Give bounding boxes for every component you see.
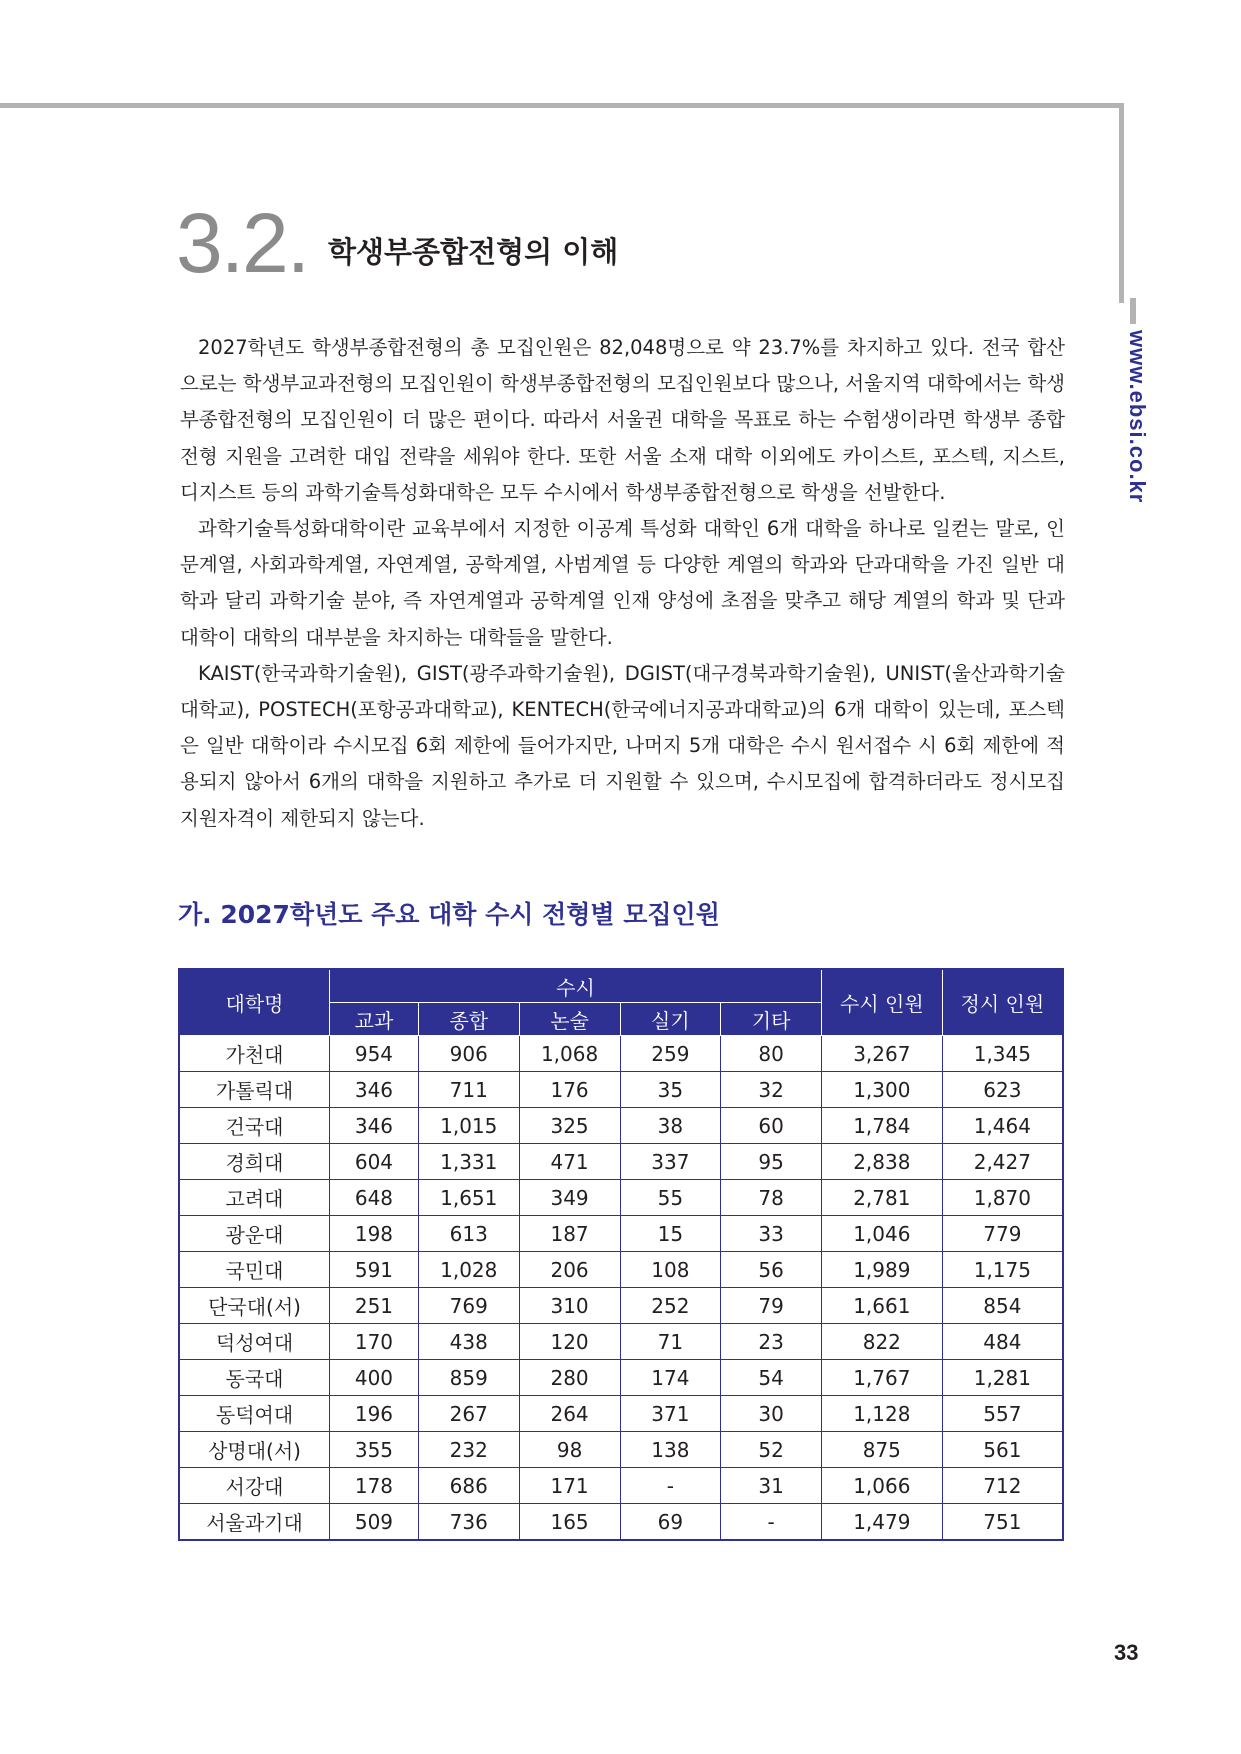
header-jonghap: 종합	[418, 1003, 519, 1036]
university-name-cell: 상명대(서)	[179, 1432, 330, 1468]
table-row	[179, 1036, 1063, 1072]
table-cell: 1,300	[821, 1072, 942, 1108]
table-cell: 55	[620, 1180, 721, 1216]
side-url[interactable]: www.ebsi.co.kr	[1125, 330, 1150, 504]
table-cell: 371	[620, 1396, 721, 1432]
table-cell: 859	[418, 1360, 519, 1396]
table-cell: 1,066	[821, 1468, 942, 1504]
table-cell: 52	[721, 1432, 822, 1468]
table-cell: 71	[620, 1324, 721, 1360]
frame-right-line	[1119, 103, 1124, 303]
table-cell: 591	[330, 1252, 419, 1288]
body-text	[180, 330, 1065, 837]
table-row	[179, 1360, 1063, 1396]
table-row	[179, 1468, 1063, 1504]
university-name-cell: 광운대	[179, 1216, 330, 1252]
university-name-cell: 고려대	[179, 1180, 330, 1216]
table-cell: 1,464	[942, 1108, 1063, 1144]
table-cell: 875	[821, 1432, 942, 1468]
table-cell: 613	[418, 1216, 519, 1252]
table-cell: 471	[519, 1144, 620, 1180]
table-cell: 509	[330, 1504, 419, 1541]
paragraph-2: 과학기술특성화대학이란 교육부에서 지정한 이공계 특성화 대학인 6개 대학을 하나로 일컫는 말로, 인문계열, 사회과학계열, 자연계열, 공학계열, 사범계열 등 다양한 계열의 학과와 단과대학을 가진 일반 대학과 달리 과학기술 분야, 즉 자연계열과 공학계열 인재 양성에 초점을 맞추고 해당 계열의 학과 및 단과대학이 대학의 대부분을 차지하는 대학들을 말한다.	[180, 517, 1065, 649]
table-cell: 1,068	[519, 1036, 620, 1072]
table-cell: 349	[519, 1180, 620, 1216]
header-susi: 수시	[330, 969, 822, 1003]
table-cell: 138	[620, 1432, 721, 1468]
table-cell: 23	[721, 1324, 822, 1360]
table-cell: 346	[330, 1072, 419, 1108]
table-cell: 174	[620, 1360, 721, 1396]
table-cell: 1,870	[942, 1180, 1063, 1216]
table-cell: 178	[330, 1468, 419, 1504]
table-cell: 264	[519, 1396, 620, 1432]
section-number: 3.2.	[176, 196, 309, 290]
table-cell: -	[620, 1468, 721, 1504]
table-row	[179, 1180, 1063, 1216]
frame-side-marker	[1130, 298, 1136, 324]
table-cell: 712	[942, 1468, 1063, 1504]
university-name-cell: 가천대	[179, 1036, 330, 1072]
table-cell: 1,128	[821, 1396, 942, 1432]
table-cell: 2,427	[942, 1144, 1063, 1180]
table-cell: 252	[620, 1288, 721, 1324]
table-row	[179, 1324, 1063, 1360]
table-cell: 438	[418, 1324, 519, 1360]
header-gyogwa: 교과	[330, 1003, 419, 1036]
paragraph-1: 2027학년도 학생부종합전형의 총 모집인원은 82,048명으로 약 23.7%를 차지하고 있다. 전국 합산으로는 학생부교과전형의 모집인원이 학생부종합전형의 모집인원보다 많으나, 서울지역 대학에서는 학생부종합전형의 모집인원이 더 많은 편이다. 따라서 서울권 대학을 목표로 하는 수험생이라면 학생부 종합 전형 지원을 고려한 대입 전략을 세워야 한다. 또한 서울 소재 대학 이외에도 카이스트, 포스텍, 지스트, 디지스트 등의 과학기술특성화대학은 모두 수시에서 학생부종합전형으로 학생을 선발한다.	[180, 336, 1065, 504]
table-cell: 686	[418, 1468, 519, 1504]
table-cell: 232	[418, 1432, 519, 1468]
table-row	[179, 1432, 1063, 1468]
table-cell: 1,281	[942, 1360, 1063, 1396]
table-cell: 206	[519, 1252, 620, 1288]
table-cell: 108	[620, 1252, 721, 1288]
table-cell: 31	[721, 1468, 822, 1504]
table-cell: 120	[519, 1324, 620, 1360]
table-cell: 561	[942, 1432, 1063, 1468]
page-number: 33	[1114, 1640, 1139, 1665]
university-name-cell: 서울과기대	[179, 1504, 330, 1541]
university-name-cell: 국민대	[179, 1252, 330, 1288]
table-cell: 60	[721, 1108, 822, 1144]
table-cell: 171	[519, 1468, 620, 1504]
header-university: 대학명	[179, 969, 330, 1036]
table-row	[179, 1072, 1063, 1108]
table-cell: 15	[620, 1216, 721, 1252]
table-cell: 1,767	[821, 1360, 942, 1396]
table-cell: 711	[418, 1072, 519, 1108]
table-cell: 79	[721, 1288, 822, 1324]
table-cell: 30	[721, 1396, 822, 1432]
table-cell: 854	[942, 1288, 1063, 1324]
table-cell: 604	[330, 1144, 419, 1180]
table-cell: 1,331	[418, 1144, 519, 1180]
table-cell: 35	[620, 1072, 721, 1108]
table-cell: 310	[519, 1288, 620, 1324]
subsection-title: 가. 2027학년도 주요 대학 수시 전형별 모집인원	[178, 900, 720, 929]
table-cell: 280	[519, 1360, 620, 1396]
table-cell: 165	[519, 1504, 620, 1541]
table-cell: 1,479	[821, 1504, 942, 1541]
university-name-cell: 동국대	[179, 1360, 330, 1396]
table-cell: 98	[519, 1432, 620, 1468]
table-cell: 1,651	[418, 1180, 519, 1216]
table-cell: 33	[721, 1216, 822, 1252]
table-cell: 251	[330, 1288, 419, 1324]
table-row	[179, 1252, 1063, 1288]
table-cell: 484	[942, 1324, 1063, 1360]
table-cell: 346	[330, 1108, 419, 1144]
header-nonsul: 논술	[519, 1003, 620, 1036]
university-name-cell: 동덕여대	[179, 1396, 330, 1432]
table-cell: 623	[942, 1072, 1063, 1108]
table-cell: 170	[330, 1324, 419, 1360]
table-row	[179, 1288, 1063, 1324]
table-cell: 779	[942, 1216, 1063, 1252]
university-name-cell: 경희대	[179, 1144, 330, 1180]
table-cell: -	[721, 1504, 822, 1541]
table-cell: 906	[418, 1036, 519, 1072]
university-name-cell: 서강대	[179, 1468, 330, 1504]
paragraph-3: KAIST(한국과학기술원), GIST(광주과학기술원), DGIST(대구경북과학기술원), UNIST(울산과학기술대학교), POSTECH(포항공과대학교), KENTECH(한국에너지공과대학교)의 6개 대학이 있는데, 포스텍은 일반 대학이라 수시모집 6회 제한에 들어가지만, 나머지 5개 대학은 수시 원서접수 시 6회 제한에 적용되지 않아서 6개의 대학을 지원하고 추가로 더 지원할 수 있으며, 수시모집에 합격하더라도 정시모집 지원자격이 제한되지 않는다.	[180, 661, 1065, 830]
table-cell: 56	[721, 1252, 822, 1288]
table-cell: 3,267	[821, 1036, 942, 1072]
table-cell: 198	[330, 1216, 419, 1252]
table-cell: 736	[418, 1504, 519, 1541]
table-cell: 822	[821, 1324, 942, 1360]
table-cell: 187	[519, 1216, 620, 1252]
table-cell: 1,345	[942, 1036, 1063, 1072]
table-cell: 769	[418, 1288, 519, 1324]
table-cell: 648	[330, 1180, 419, 1216]
university-name-cell: 덕성여대	[179, 1324, 330, 1360]
table-cell: 954	[330, 1036, 419, 1072]
table-cell: 78	[721, 1180, 822, 1216]
table-cell: 1,661	[821, 1288, 942, 1324]
table-cell: 355	[330, 1432, 419, 1468]
table-cell: 1,028	[418, 1252, 519, 1288]
university-name-cell: 단국대(서)	[179, 1288, 330, 1324]
header-silgi: 실기	[620, 1003, 721, 1036]
table-cell: 196	[330, 1396, 419, 1432]
table-cell: 1,046	[821, 1216, 942, 1252]
section-title: 학생부종합전형의 이해	[328, 235, 619, 269]
table-cell: 32	[721, 1072, 822, 1108]
table-cell: 267	[418, 1396, 519, 1432]
header-jeongsi-total: 정시 인원	[942, 969, 1063, 1036]
table-cell: 80	[721, 1036, 822, 1072]
admission-table	[178, 968, 1064, 1541]
table-cell: 1,175	[942, 1252, 1063, 1288]
table-cell: 400	[330, 1360, 419, 1396]
table-cell: 557	[942, 1396, 1063, 1432]
header-gita: 기타	[721, 1003, 822, 1036]
table-row	[179, 1504, 1063, 1541]
table-cell: 95	[721, 1144, 822, 1180]
table-cell: 259	[620, 1036, 721, 1072]
table-body	[179, 1036, 1063, 1541]
table-cell: 1,989	[821, 1252, 942, 1288]
table-row	[179, 1108, 1063, 1144]
frame-top-line	[0, 103, 1124, 108]
table-cell: 2,781	[821, 1180, 942, 1216]
table-cell: 38	[620, 1108, 721, 1144]
university-name-cell: 건국대	[179, 1108, 330, 1144]
table-cell: 2,838	[821, 1144, 942, 1180]
table-cell: 1,784	[821, 1108, 942, 1144]
table-row	[179, 1216, 1063, 1252]
header-susi-total: 수시 인원	[821, 969, 942, 1036]
table-cell: 337	[620, 1144, 721, 1180]
table-row	[179, 1396, 1063, 1432]
table-cell: 176	[519, 1072, 620, 1108]
university-name-cell: 가톨릭대	[179, 1072, 330, 1108]
table-cell: 54	[721, 1360, 822, 1396]
table-cell: 325	[519, 1108, 620, 1144]
table-cell: 1,015	[418, 1108, 519, 1144]
table-cell: 69	[620, 1504, 721, 1541]
table-row	[179, 1144, 1063, 1180]
table-cell: 751	[942, 1504, 1063, 1541]
